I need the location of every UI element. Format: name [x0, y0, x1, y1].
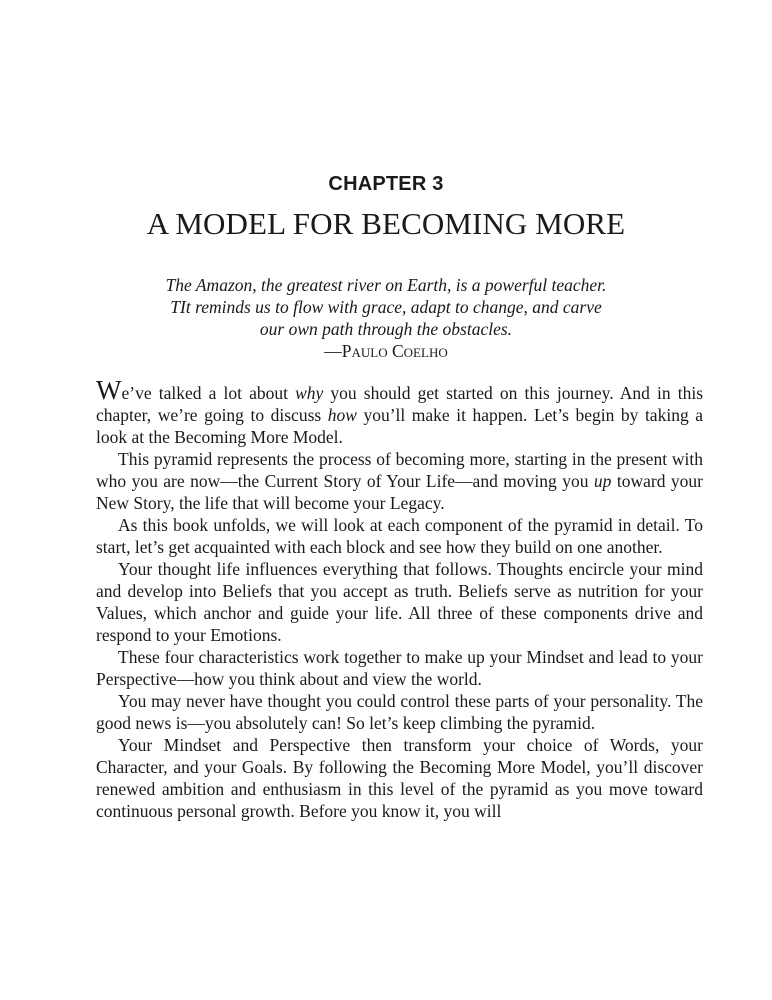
- author-first-initial: P: [341, 341, 352, 361]
- paragraph-5: These four characteristics work together to make up your Mindset and lead to your Perspective—how you think about and view the world.: [96, 647, 703, 689]
- p1-emphasis-why: why: [295, 383, 324, 403]
- epigraph-line-3: our own path through the obstacles.: [259, 319, 513, 339]
- paragraph-7: Your Mindset and Perspective then transform your choice of Words, your Character, and your Goals. By following the Becoming More Model, you’ll discover renewed ambition and enthusiasm in this level of the pyramid as you move toward continuous personal growth. Before you know it, you will: [96, 735, 703, 821]
- paragraph-4: Your thought life influences everything that follows. Thoughts encircle your mind and develop into Beliefs that you accept as truth. Beliefs serve as nutrition for your Values, which anchor and guide your life. All three of these components drive and respond to your Emotions.: [96, 559, 703, 645]
- epigraph-attribution: [100, 340, 672, 364]
- paragraph-6: You may never have thought you could control these parts of your personality. The good news is—you absolutely can! So let’s keep climbing the pyramid.: [96, 691, 703, 733]
- paragraph-3: As this book unfolds, we will look at each component of the pyramid in detail. To start, let’s get acquainted with each block and see how they build on one another.: [96, 515, 703, 557]
- p2-text-b: toward your New Story, the life that will become your Legacy.: [96, 471, 703, 513]
- paragraph-2: [96, 448, 703, 514]
- p2-emphasis-up: up: [593, 471, 612, 491]
- attribution-dash: —: [324, 341, 342, 361]
- p2-text-a: This pyramid represents the process of becoming more, starting in the present with who you are now—the Current Story of Your Life—and moving you: [96, 449, 703, 491]
- p1-text-c: you’ll make it happen. Let’s begin by taking a look at the Becoming More Model.: [96, 405, 703, 447]
- drop-cap: W: [96, 375, 122, 405]
- author-last-initial: C: [391, 341, 404, 361]
- chapter-number: CHAPTER 3: [328, 173, 444, 195]
- p1-text-a: e’ve talked a lot about: [121, 383, 296, 403]
- body-text: [96, 375, 704, 822]
- p1-text-b: you should get started on this journey. And in this chapter, we’re going to discuss: [96, 383, 704, 425]
- epigraph: [100, 274, 672, 364]
- epigraph-line-2: TIt reminds us to flow with grace, adapt to change, and carve: [170, 297, 602, 317]
- p1-emphasis-how: how: [327, 405, 357, 425]
- author-last-rest: OELHO: [403, 345, 448, 360]
- author-first-rest: AULO: [351, 345, 388, 360]
- epigraph-line-1: The Amazon, the greatest river on Earth, is a powerful teacher.: [165, 275, 607, 295]
- chapter-title: A MODEL FOR BECOMING MORE: [146, 206, 626, 241]
- paragraph-1: [96, 375, 704, 448]
